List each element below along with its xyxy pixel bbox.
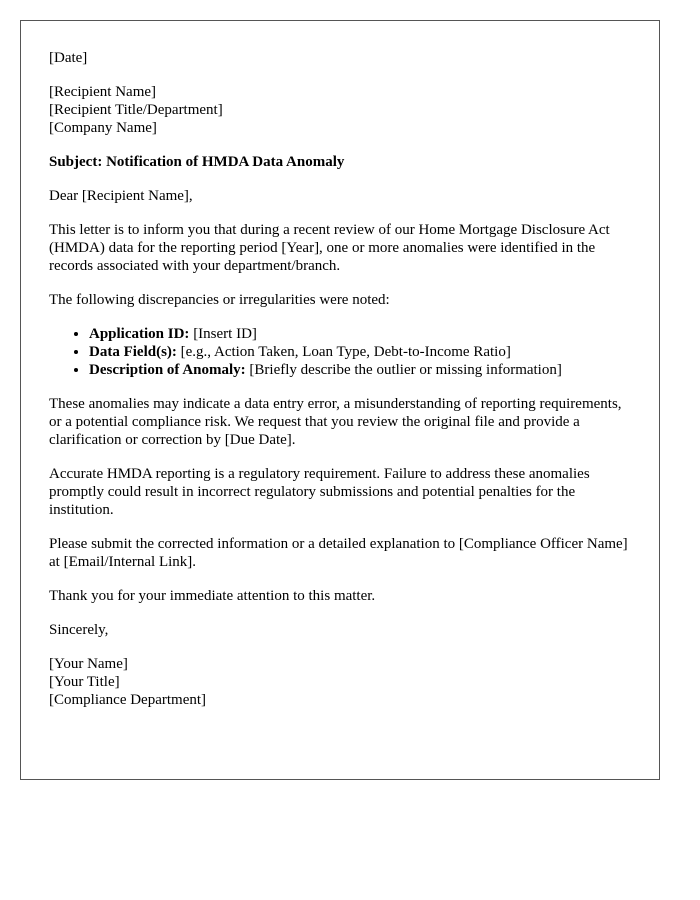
list-item-text: [e.g., Action Taken, Loan Type, Debt-to-Income Ratio]	[176, 344, 511, 360]
body-paragraph-6: Thank you for your immediate attention to this matter.	[49, 588, 376, 604]
signature-name: [Your Name]	[49, 656, 128, 672]
list-item	[89, 361, 631, 379]
list-item-label: Application ID:	[89, 326, 190, 342]
recipient-name: [Recipient Name]	[49, 84, 157, 100]
signature-department: [Compliance Department]	[49, 692, 207, 708]
signature-block	[49, 655, 631, 709]
closing: Sincerely,	[49, 622, 109, 638]
list-item	[89, 325, 631, 343]
list-item	[89, 343, 631, 361]
signature-title: [Your Title]	[49, 674, 120, 690]
list-item-label: Description of Anomaly:	[89, 362, 246, 378]
recipient-title: [Recipient Title/Department]	[49, 102, 223, 118]
body-paragraph-1: This letter is to inform you that during a recent review of our Home Mortgage Disclosure Act (HMDA) data for the reporting period [Year], one or more anomalies were identified in the records associated with your department/branch.	[49, 222, 610, 274]
body-paragraph-4: Accurate HMDA reporting is a regulatory requirement. Failure to address these anomalies promptly could result in incorrect regulatory submissions and potential penalties for the institution.	[49, 466, 590, 518]
recipient-company: [Company Name]	[49, 120, 157, 136]
body-paragraph-5: Please submit the corrected information or a detailed explanation to [Compliance Officer Name] at [Email/Internal Link].	[49, 536, 628, 570]
discrepancy-list	[49, 325, 631, 379]
body-paragraph-2: The following discrepancies or irregularities were noted:	[49, 292, 390, 308]
salutation: Dear [Recipient Name],	[49, 188, 193, 204]
body-paragraph-3: These anomalies may indicate a data entry error, a misunderstanding of reporting requirements, or a potential compliance risk. We request that you review the original file and provide a clarification or correction by [Due Date].	[49, 396, 622, 448]
recipient-block	[49, 83, 631, 137]
letter-subject: Subject: Notification of HMDA Data Anomaly	[49, 154, 345, 170]
list-item-text: [Briefly describe the outlier or missing information]	[245, 362, 562, 378]
list-item-label: Data Field(s):	[89, 344, 177, 360]
list-item-text: [Insert ID]	[189, 326, 257, 342]
letter-page	[20, 20, 660, 780]
letter-date: [Date]	[49, 50, 88, 66]
